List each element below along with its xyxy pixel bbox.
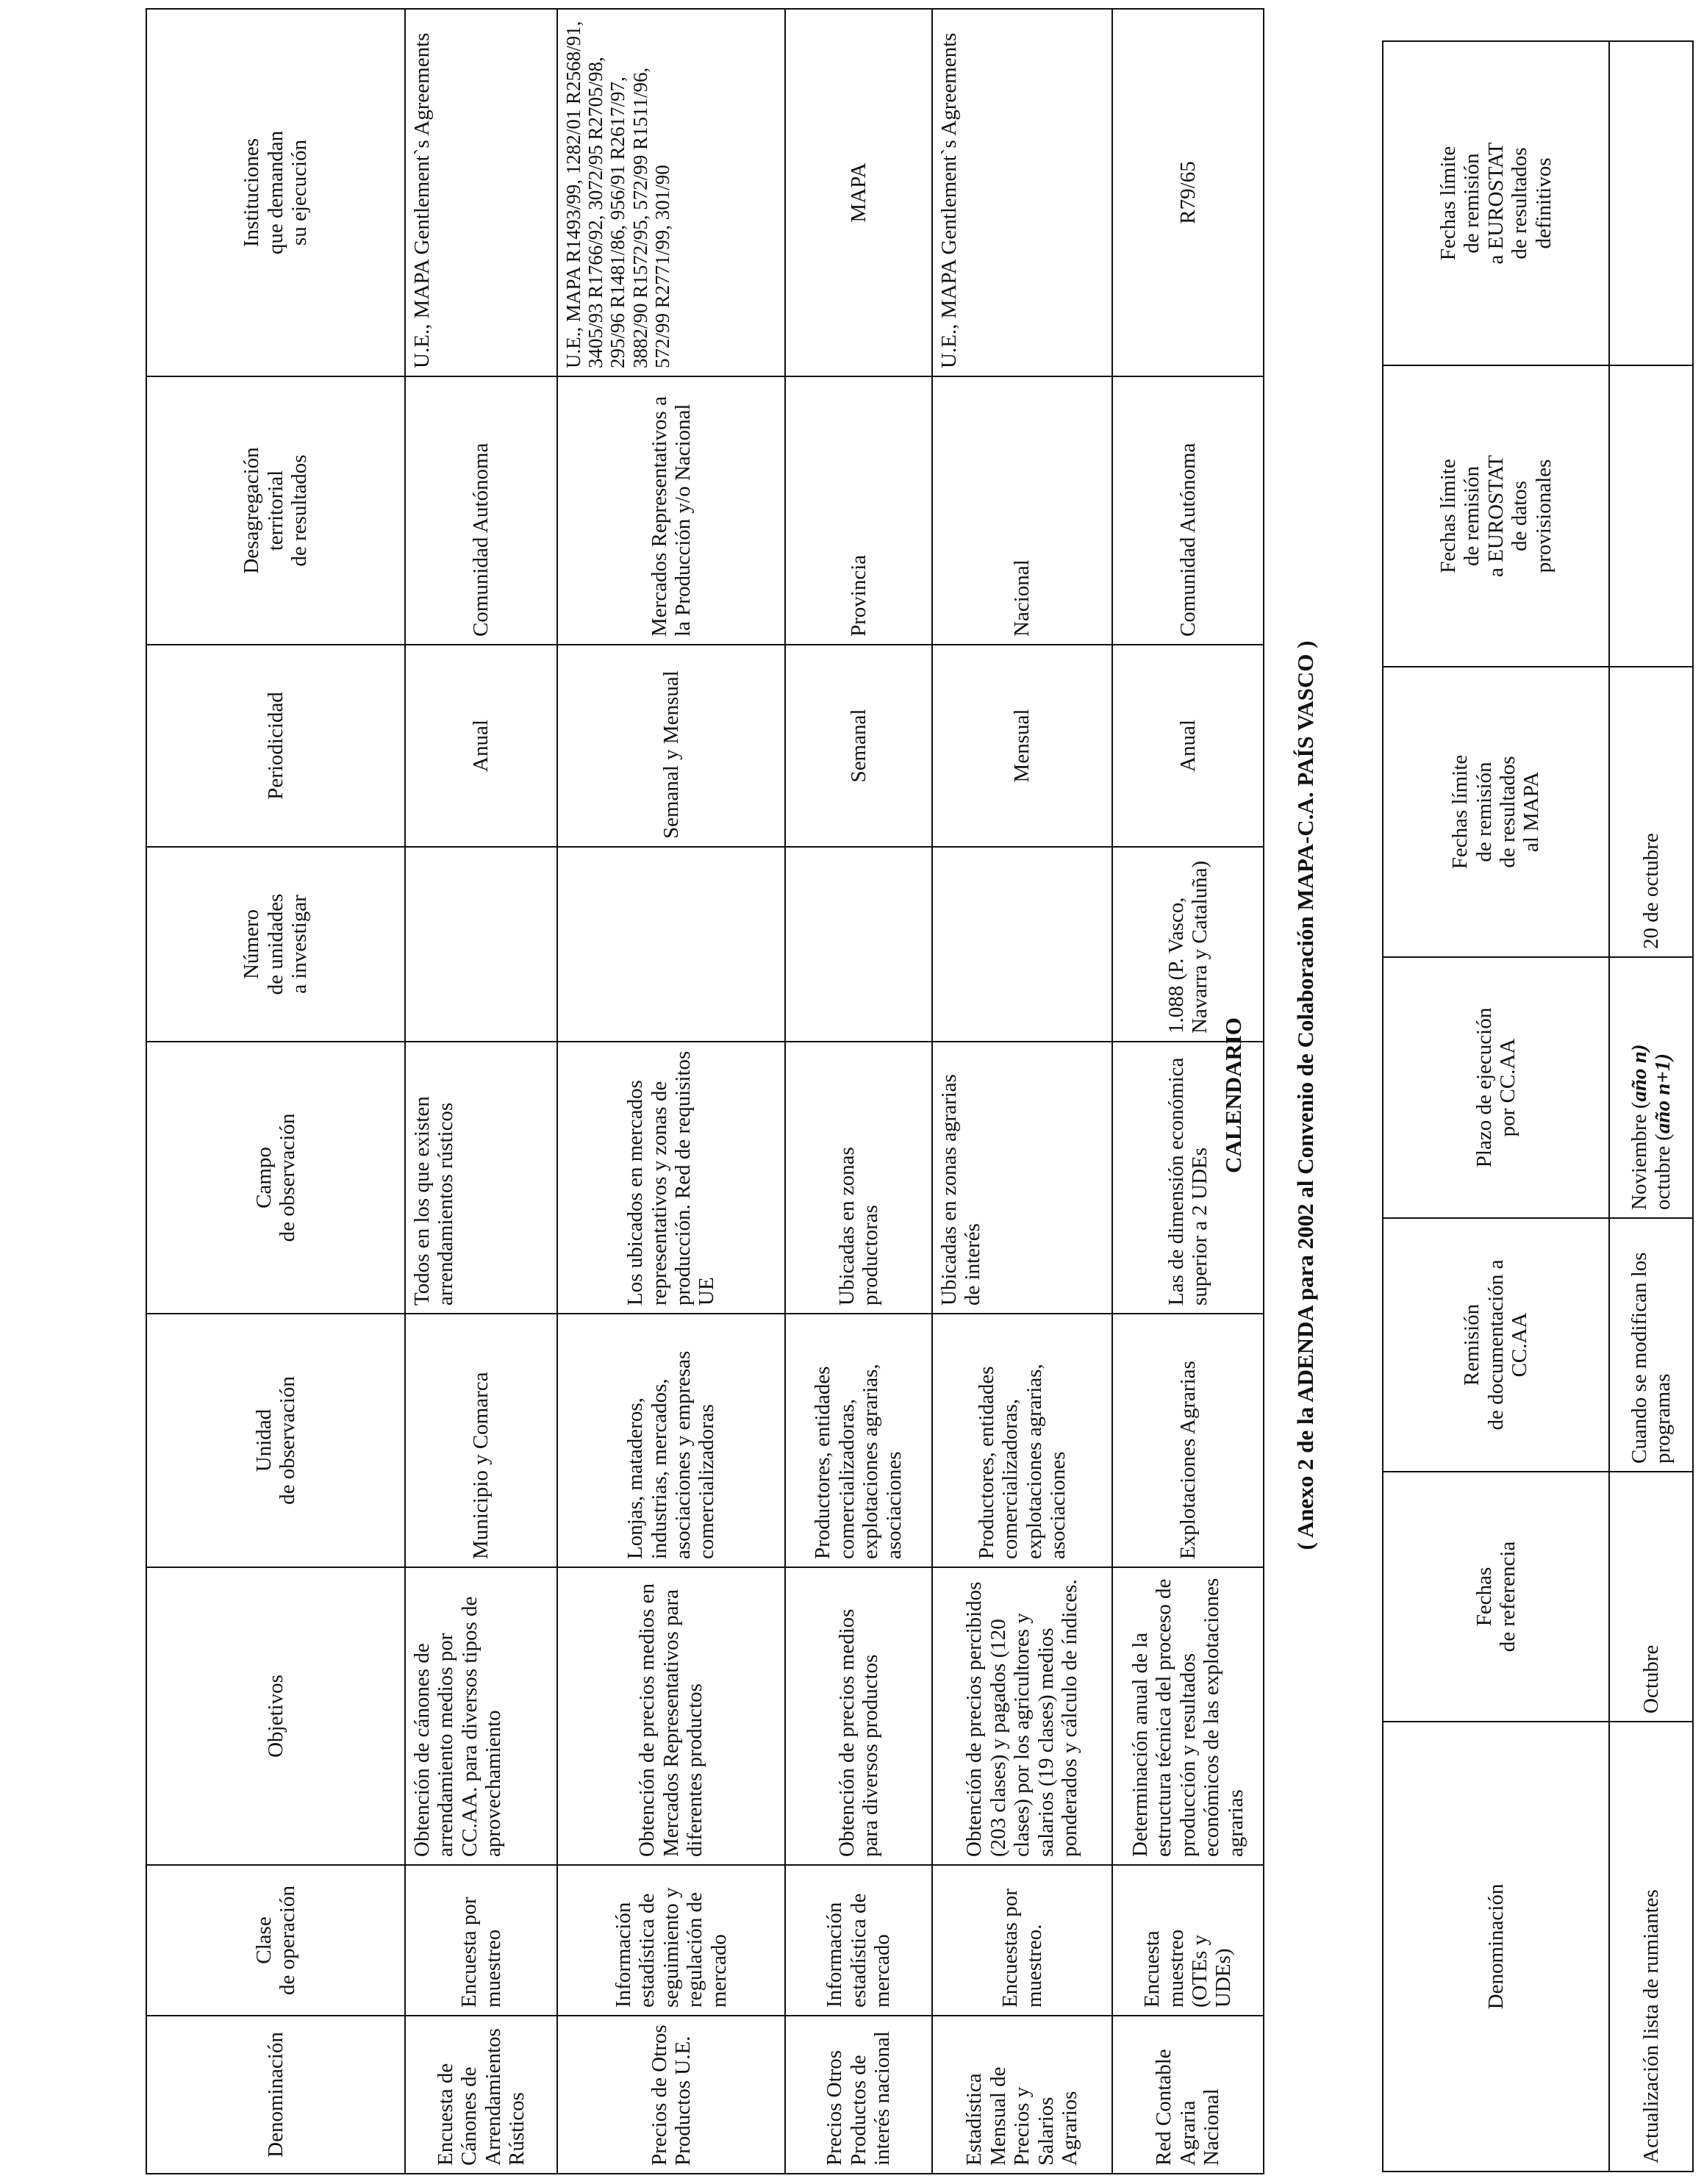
plazo-line-2: octubre (año n+1) — [1651, 1053, 1675, 1210]
table-row — [785, 9, 932, 2174]
cal-header-eurostat-definitivos: Fechas límite de remisión a EUROSTAT de resultados definitivos — [1383, 41, 1609, 365]
calendar-header-row — [1383, 41, 1609, 2172]
cell-desagregacion: Provincia — [785, 376, 932, 645]
table-row — [405, 9, 557, 2174]
cell-numero: 1.088 (P. Vasco, Navarra y Cataluña) — [1112, 847, 1264, 1042]
cell-objetivos: Obtención de precios percibidos (203 clases) y pagados (120 clases) por los agricultores y salarios (19 clases) medios ponderados y cálculo de índices. — [932, 1567, 1112, 1865]
cal-cell-eurostat-provisionales — [1609, 365, 1693, 667]
cell-numero — [557, 847, 785, 1042]
cell-desagregacion: Mercados Representativos a la Producción y/o Nacional — [557, 376, 785, 645]
calendar-row — [1609, 41, 1693, 2172]
calendar-title-block — [1220, 507, 1367, 1683]
header-campo: Campo de observación — [146, 1042, 405, 1314]
cell-unidad: Municipio y Comarca — [405, 1314, 557, 1567]
cell-campo: Todos en los que existen arrendamientos rústicos — [405, 1042, 557, 1314]
cell-unidad: Productores, entidades comercializadoras, explotaciones agrarias, asociaciones — [785, 1314, 932, 1567]
cell-periodicidad: Anual — [1112, 645, 1264, 847]
cal-header-fechas-referencia: Fechas de referencia — [1383, 1472, 1609, 1722]
cell-clase: Encuesta muestreo (OTEs y UDEs) — [1112, 1865, 1264, 2016]
table-row — [557, 9, 785, 2174]
cell-desagregacion: Comunidad Autónoma — [405, 376, 557, 645]
cell-denominacion: Red Contable Agraria Nacional — [1112, 2016, 1264, 2174]
cell-instituciones: U.E., MAPA R1493/99, 1282/01 R2568/91, 3405/93 R1766/92, 3072/95 R2705/98, 295/96 R1481/86, 956/91 R2617/97, 3882/90 R1572/95, 572/99 R1511/96, 572/99 R2771/99, 301/90 — [557, 9, 785, 376]
cell-numero — [405, 847, 557, 1042]
cell-instituciones: R79/65 — [1112, 9, 1264, 376]
cal-cell-denominacion: Actualización lista de rumiantes — [1609, 1722, 1693, 2172]
cell-objetivos: Obtención de cánones de arrendamiento medios por CC.AA. para diversos tipos de aprovechamiento — [405, 1567, 557, 1865]
cal-header-eurostat-provisionales: Fechas límite de remisión a EUROSTAT de datos provisionales — [1383, 365, 1609, 667]
cell-unidad: Lonjas, mataderos, industrias, mercados, asociaciones y empresas comercializadoras — [557, 1314, 785, 1567]
plazo-line-1: Noviembre (año n) — [1627, 1044, 1651, 1210]
cell-denominacion: Estadística Mensual de Precios y Salarios Agrarios — [932, 2016, 1112, 2174]
calendar-table — [1382, 40, 1694, 2172]
cal-header-remision: Remisión de documentación a CC.AA — [1383, 1218, 1609, 1472]
cal-cell-eurostat-definitivos — [1609, 41, 1693, 365]
cell-periodicidad: Anual — [405, 645, 557, 847]
cell-campo: Las de dimensión económica superior a 2 UDEs — [1112, 1042, 1264, 1314]
cell-objetivos: Obtención de precios medios en Mercados Representativos para diferentes productos — [557, 1567, 785, 1865]
header-desagregacion: Desagregación territorial de resultados — [146, 376, 405, 645]
cell-clase: Información estadística de mercado — [785, 1865, 932, 2016]
cal-cell-fechas-referencia: Octubre — [1609, 1472, 1693, 1722]
cal-cell-fecha-mapa: 20 de octubre — [1609, 667, 1693, 957]
cal-cell-remision: Cuando se modifican los programas — [1609, 1218, 1693, 1472]
operations-table — [146, 8, 1264, 2174]
cal-header-denominacion: Denominación — [1383, 1722, 1609, 2172]
cell-denominacion: Encuesta de Cánones de Arrendamientos Rústicos — [405, 2016, 557, 2174]
header-clase: Clase de operación — [146, 1865, 405, 2016]
cell-instituciones: MAPA — [785, 9, 932, 376]
cal-header-plazo: Plazo de ejecución por CC.AA — [1383, 957, 1609, 1218]
header-objetivos: Objetivos — [146, 1567, 405, 1865]
cell-clase: Encuestas por muestreo. — [932, 1865, 1112, 2016]
cell-desagregacion: Comunidad Autónoma — [1112, 376, 1264, 645]
calendar-table-container — [1382, 42, 1694, 2172]
cell-campo: Los ubicados en mercados representativos y zonas de producción. Red de requisitos UE — [557, 1042, 785, 1314]
cal-header-fecha-mapa: Fechas límite de remisión de resultados al MAPA — [1383, 667, 1609, 957]
cell-objetivos: Determinación anual de la estructura técnica del proceso de producción y resultados económicos de las explotaciones agrarias — [1112, 1567, 1264, 1865]
cell-clase: Encuesta por muestreo — [405, 1865, 557, 2016]
cell-denominacion: Precios Otros Productos de interés nacional — [785, 2016, 932, 2174]
header-numero: Número de unidades a investigar — [146, 847, 405, 1042]
cal-cell-plazo — [1609, 957, 1693, 1218]
cell-denominacion: Precios de Otros Productos U.E. — [557, 2016, 785, 2174]
cell-unidad: Explotaciones Agrarias — [1112, 1314, 1264, 1567]
cell-numero — [785, 847, 932, 1042]
cell-campo: Ubicadas en zonas productoras — [785, 1042, 932, 1314]
calendar-subtitle: ( Anexo 2 de la ADENDA para 2002 al Convenio de Colaboración MAPA-C.A. PAÍS VASCO ) — [1292, 640, 1318, 1550]
cell-periodicidad: Semanal — [785, 645, 932, 847]
cell-instituciones: U.E., MAPA Gentlement`s Agreements — [932, 9, 1112, 376]
cell-unidad: Productores, entidades comercializadoras, explotaciones agrarias, asociaciones — [932, 1314, 1112, 1567]
cell-clase: Información estadística de seguimiento y regulación de mercado — [557, 1865, 785, 2016]
header-periodicidad: Periodicidad — [146, 645, 405, 847]
cell-desagregacion: Nacional — [932, 376, 1112, 645]
calendar-title: CALENDARIO — [1220, 1017, 1246, 1173]
cell-periodicidad: Mensual — [932, 645, 1112, 847]
header-instituciones: Instituciones que demandan su ejecución — [146, 9, 405, 376]
cell-numero — [932, 847, 1112, 1042]
header-denominacion: Denominación — [146, 2016, 405, 2174]
cell-objetivos: Obtención de precios medios para diversos productos — [785, 1567, 932, 1865]
table-row — [932, 9, 1112, 2174]
cell-instituciones: U.E., MAPA Gentlement`s Agreements — [405, 9, 557, 376]
header-unidad: Unidad de observación — [146, 1314, 405, 1567]
cell-campo: Ubicadas en zonas agrarias de interés — [932, 1042, 1112, 1314]
cell-periodicidad: Semanal y Mensual — [557, 645, 785, 847]
table-header-row — [146, 9, 405, 2174]
